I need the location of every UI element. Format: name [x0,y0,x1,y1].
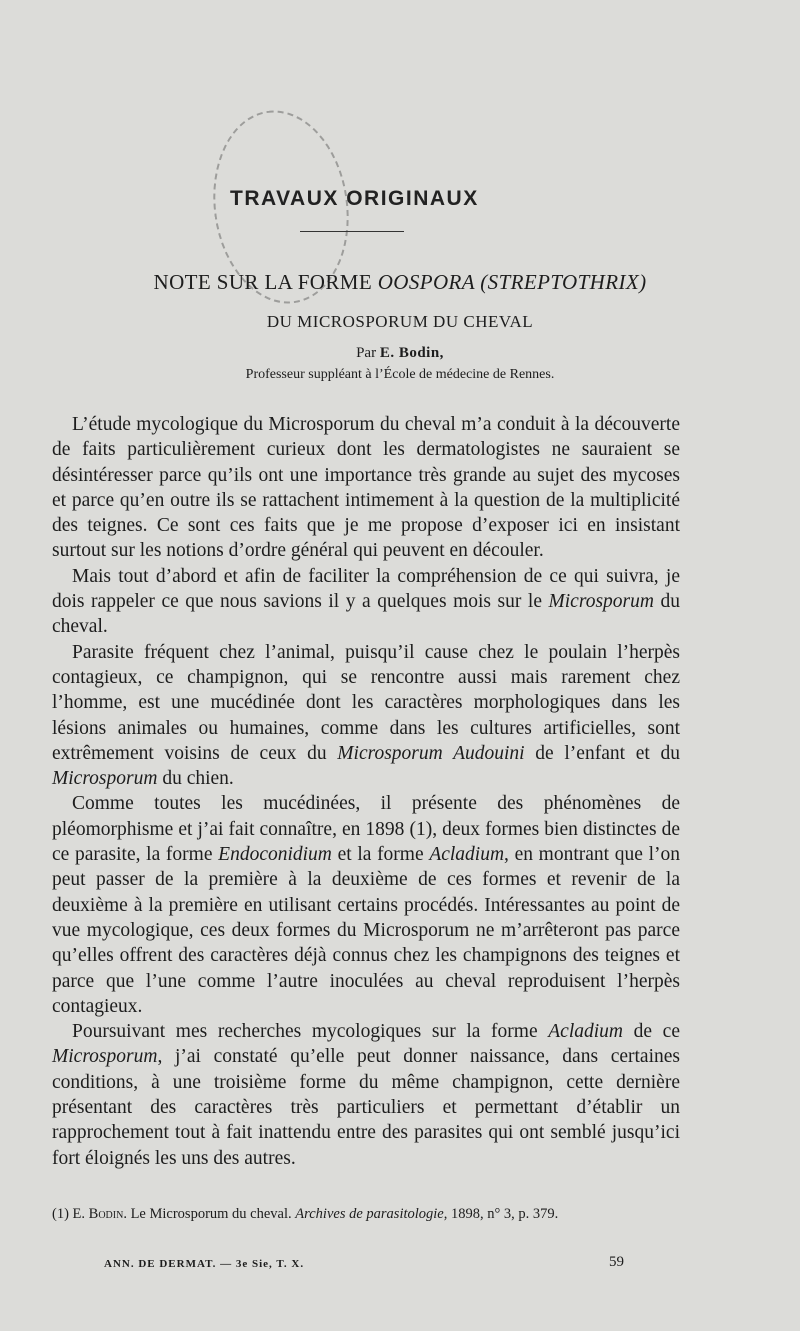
byline-prefix: Par [356,345,380,361]
footnote-text-a: . Le Microsporum du cheval. [123,1206,296,1222]
footnote-text-b: , 1898, n° 3, p. 379. [443,1206,559,1222]
p2-italic: Microsporum [548,591,654,613]
p3-text-b: de l’enfant et du [524,742,680,764]
running-footer: ANN. DE DERMAT. — 3e Sie, T. X. [104,1258,305,1270]
p2-text-b: du cheval. [52,591,681,638]
article-title-line2: DU MICROSPORUM DU CHEVAL [266,312,534,331]
footnote [52,1204,680,1224]
footnote-author: E. Bodin [72,1206,124,1222]
page-number: 59 [609,1254,624,1270]
section-heading: TRAVAUX ORIGINAUX [230,187,479,210]
p5-italic-2: Microsporum [52,1046,158,1068]
p5-text-c: , j’ai constaté qu’elle peut donner naissance, dans certaines conditions, à une troisième forme du même champignon, cette dernière présentant des caractères très particuliers et permettant d’établir un rapprochement tout à fait inattendu entre des parasites qui ont semblé jusqu’ici fort éloignés les uns des autres. [52,1046,680,1169]
footnote-number: (1) [52,1206,73,1222]
p2-text-a: Mais tout d’abord et afin de faciliter la compréhension de ce qui suivra, je dois rappeler ce que nous savions il y a quelques mois sur le [52,565,680,613]
paragraph-3 [52,640,680,792]
paragraph-2 [52,564,680,640]
p5-italic-1: Acladium [548,1021,623,1043]
author-affiliation: Professeur suppléant à l’École de médecine de Rennes. [245,367,555,382]
heading-rule [300,231,404,232]
p3-text-a: Parasite fréquent chez l’animal, puisqu’il cause chez le poulain l’herpès contagieux, ce champignon, qui se rencontre aussi mais rarement chez l’homme, est une mucédinée dont les caractères morphologiques dans les lésions animales ou humaines, comme dans les cultures artificielles, sont extrêmement voisins de ceux du [52,641,680,764]
p4-text-b: et la forme [331,844,430,866]
author-name: E. Bodin, [379,345,444,361]
paragraph-5 [52,1019,680,1171]
title-italic: OOSPORA (STREPTOTHRIX) [377,270,647,294]
paragraph-4 [52,791,680,1019]
byline [0,345,800,362]
p5-text-b: de ce [623,1021,680,1043]
p3-text-c: du chien. [157,768,234,790]
p4-italic-1: Endoconidium [218,844,332,866]
title-plain: NOTE SUR LA FORME [153,270,378,294]
footnote-journal: Archives de parasitologie [295,1206,444,1222]
p4-italic-2: Acladium [429,844,505,866]
article-title-line1 [0,270,800,295]
p4-text-a: Comme toutes les mucédinées, il présente des phénomènes de pléomorphisme et j’ai fait connaître, en 1898 (1), deux formes bien distinctes de ce parasite, la forme [52,793,680,866]
article-body [52,412,680,1171]
p4-text-c: , en montrant que l’on peut passer de la première à la deuxième de ces formes et revenir de la deuxième à la première en utilisant certains procédés. Intéressantes au point de vue mycologique, ces deux formes du Microsporum ne m’arrêteront pas parce qu’elles offrent des caractères déjà connus chez les champignons des teignes et parce que l’une comme l’autre inoculées au cheval reproduisent l’herpès contagieux. [52,844,680,1017]
p3-italic-1: Microsporum Audouini [337,742,525,764]
p5-text-a: Poursuivant mes recherches mycologiques sur la forme [72,1021,549,1043]
p3-italic-2: Microsporum [52,768,158,790]
paragraph-1: L’étude mycologique du Microsporum du cheval m’a conduit à la découverte de faits particulièrement curieux dont les dermatologistes ne sauraient se désintéresser parce qu’ils ont une importance très grande au sujet des mycoses et parce qu’en outre ils se rattachent intimement à la question de la multiplicité des teignes. Ce sont ces faits que je me propose d’exposer ici en insistant surtout sur les notions d’ordre général qui peuvent en découler. [52,414,680,562]
